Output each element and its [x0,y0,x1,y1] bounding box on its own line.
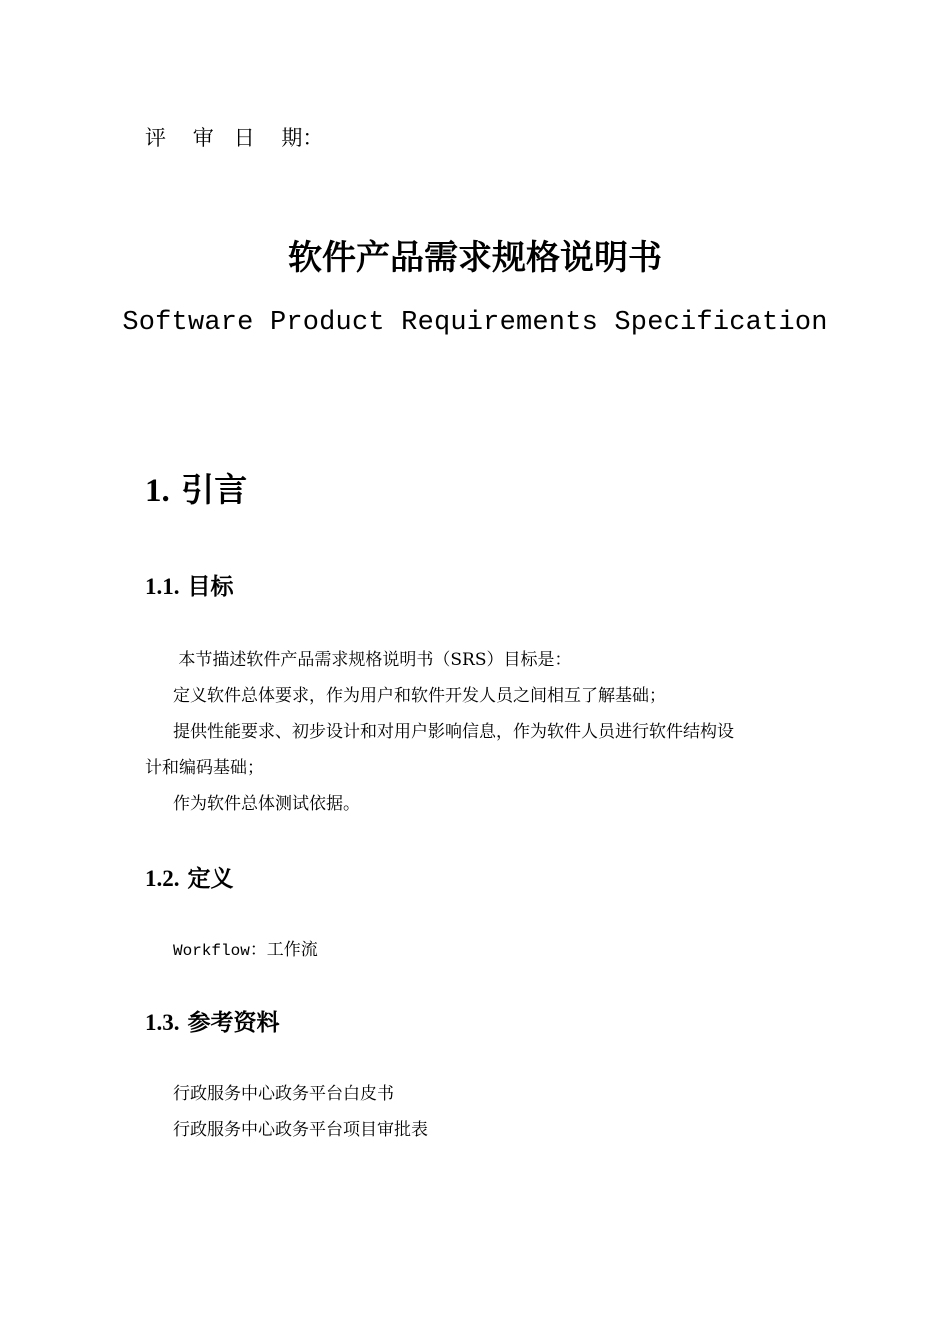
section-1-3-title: 参考资料 [187,1009,280,1036]
section-1-2-title: 定义 [187,865,234,892]
document-title-zh: 软件产品需求规格说明书 [288,238,662,278]
goal-intro-line: 本节描述软件产品需求规格说明书（SRS）目标是： [173,650,572,670]
section-1-1-number: 1.1. [145,574,180,599]
reference-item: 行政服务中心政务平台白皮书 [173,1084,394,1104]
section-1-3-number: 1.3. [145,1010,180,1035]
section-1-1-heading [145,568,234,601]
document-title-en: Software Product Requirements Specification [122,308,828,338]
definition-text: ：工作流 [249,940,318,960]
section-1-2-body [145,932,815,969]
reference-item: 行政服务中心政务平台项目审批表 [173,1120,428,1140]
definition-term: Workflow [173,942,250,960]
goal-line-2-continued: 计和编码基础； [145,758,264,778]
section-1-number: 1. [145,473,170,509]
goal-line-1: 定义软件总体要求，作为用户和软件开发人员之间相互了解基础； [173,686,666,706]
section-1-3-heading [145,1004,280,1037]
section-1-heading [145,464,247,511]
section-1-1-title: 目标 [187,573,234,600]
section-1-3-body [145,1076,815,1148]
goal-line-2: 提供性能要求、初步设计和对用户影响信息，作为软件人员进行软件结构设 [173,722,734,742]
definition-line [145,932,815,969]
section-1-1-body [145,642,815,822]
section-1-2-number: 1.2. [145,866,180,891]
section-1-2-heading [145,860,234,893]
goal-line-3: 作为软件总体测试依据。 [173,794,360,814]
section-1-title: 引言 [181,470,248,509]
review-date-label: 评 审 日 期： [145,126,324,150]
